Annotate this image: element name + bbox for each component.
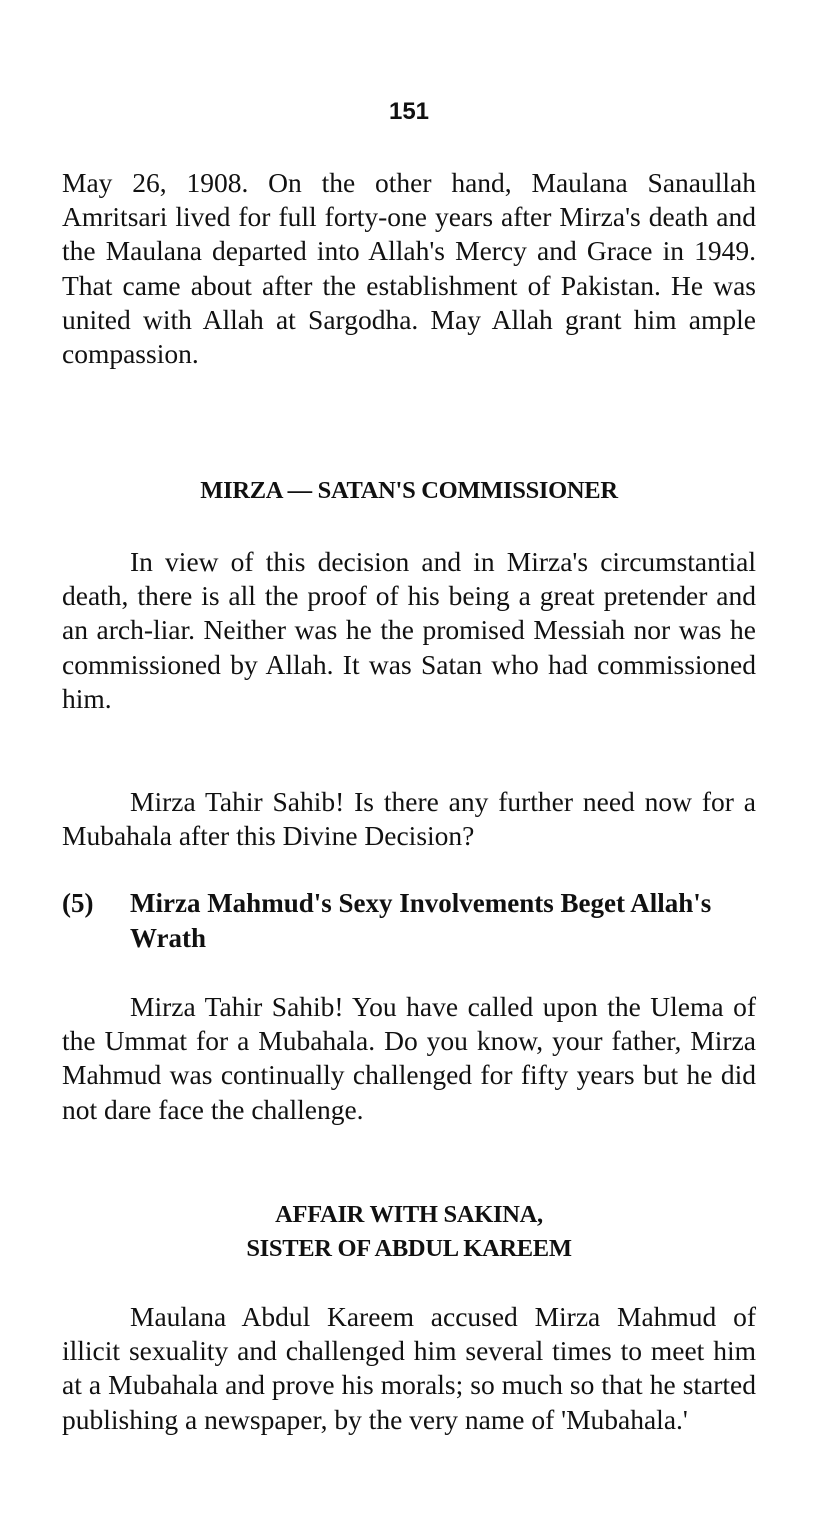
- subheading-number: (5): [62, 888, 94, 918]
- paragraph-decision-proof: In view of this decision and in Mirza's circumstantial death, there is all the proof of his being a great pretender and an arch-liar. Neither was he the promised Messiah nor was he commissioned by Allah. It was Satan who had commissioned him.: [62, 546, 756, 714]
- paragraph-abdul-kareem-accused: Maulana Abdul Kareem accused Mirza Mahmud of illicit sexuality and challenged him several times to meet him at a Mubahala and prove his morals; so much so that he started publishing a newspaper, by the very name of 'Mubahala.': [62, 1301, 756, 1435]
- paragraph-further-need: Mirza Tahir Sahib! Is there any further need now for a Mubahala after this Divine Decision?: [62, 786, 756, 852]
- subheading-section-5: [62, 886, 756, 956]
- page-number: 151: [388, 98, 430, 125]
- subheading-title: Mirza Mahmud's Sexy Involvements Beget Allah's Wrath: [130, 888, 712, 953]
- heading-affair-line-2: SISTER OF ABDUL KAREEM: [246, 1235, 572, 1262]
- paragraph-mirza-death: May 26, 1908. On the other hand, Maulana Sanaullah Amritsari lived for full forty-one years after Mirza's death and the Maulana departed into Allah's Mercy and Grace in 1949. That came about after the establishment of Pakistan. He was united with Allah at Sargodha. May Allah grant him ample compassion.: [62, 167, 756, 370]
- heading-affair-line-1: AFFAIR WITH SAKINA,: [275, 1201, 543, 1228]
- paragraph-called-upon-ulema: Mirza Tahir Sahib! You have called upon the Ulema of the Ummat for a Mubahala. Do you know, your father, Mirza Mahmud was continually challenged for fifty years but he did not dare face the challenge.: [62, 991, 756, 1125]
- heading-satans-commissioner: MIRZA — SATAN'S COMMISSIONER: [200, 477, 618, 504]
- heading-affair-with-sakina: [62, 1198, 756, 1266]
